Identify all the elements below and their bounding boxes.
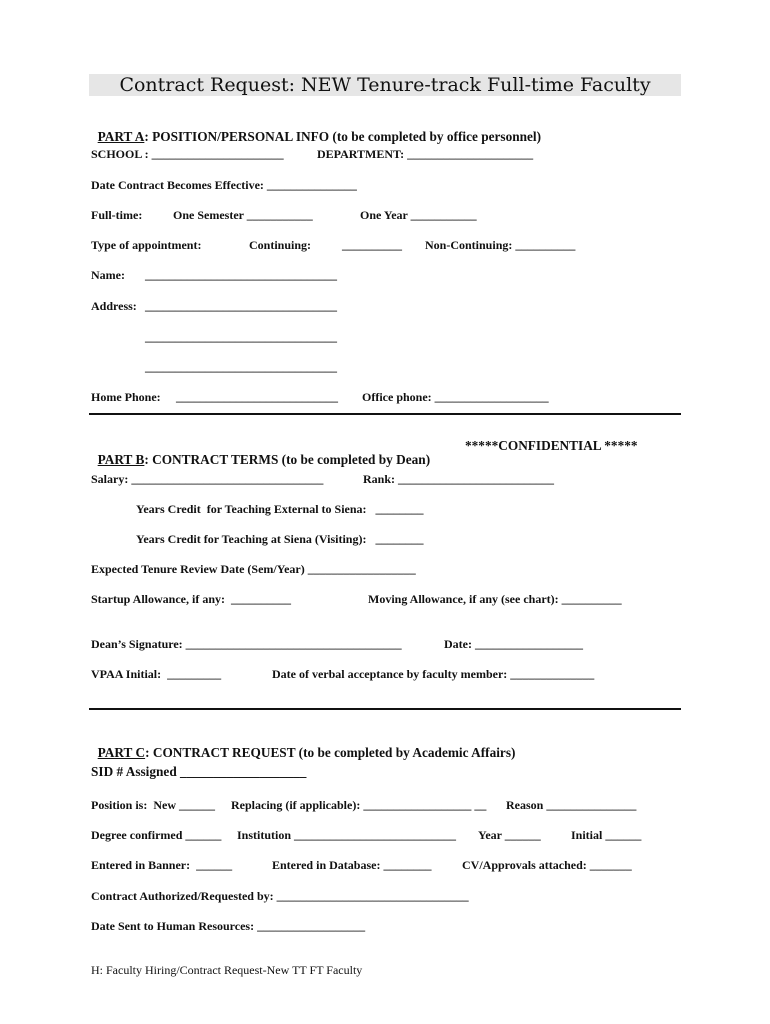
- continuing-label: Continuing:: [249, 238, 312, 252]
- page-title: Contract Request: NEW Tenure-track Full-time Faculty: [119, 74, 651, 96]
- hr-date-field[interactable]: Date Sent to Human Resources: __________________: [91, 919, 366, 933]
- school-field[interactable]: SCHOOL : ______________________: [91, 147, 284, 161]
- part-a-label: PART A: [97, 129, 145, 144]
- date-field[interactable]: Date: __________________: [444, 637, 583, 651]
- banner-field[interactable]: Entered in Banner: ______: [91, 858, 233, 872]
- one-semester-field[interactable]: One Semester ___________: [173, 208, 313, 222]
- authorized-by-field[interactable]: Contract Authorized/Requested by: ________________________________: [91, 889, 469, 903]
- year-field[interactable]: Year ______: [478, 828, 541, 842]
- confidential-label: *****CONFIDENTIAL *****: [465, 438, 638, 453]
- salary-field[interactable]: Salary: ________________________________: [91, 472, 324, 486]
- cv-approvals-field[interactable]: CV/Approvals attached: _______: [462, 858, 632, 872]
- fulltime-label: Full-time:: [91, 208, 143, 222]
- address-field-2[interactable]: ________________________________: [145, 330, 337, 344]
- vpaa-initial-field[interactable]: VPAA Initial: _________: [91, 667, 222, 681]
- part-c-text: : CONTRACT REQUEST (to be completed by Academic Affairs): [145, 745, 516, 760]
- effective-date-field[interactable]: Date Contract Becomes Effective: _______________: [91, 178, 357, 192]
- home-phone-label: Home Phone:: [91, 390, 161, 404]
- section-divider-b: [89, 708, 681, 710]
- footer-path: H: Faculty Hiring/Contract Request-New TT FT Faculty: [91, 963, 363, 977]
- database-field[interactable]: Entered in Database: ________: [272, 858, 432, 872]
- reason-field[interactable]: Reason _______________: [506, 798, 637, 812]
- part-c-heading: [91, 732, 515, 760]
- address-field-3[interactable]: ________________________________: [145, 360, 337, 374]
- deans-signature-field[interactable]: Dean’s Signature: ____________________________________: [91, 637, 402, 651]
- part-a-text: : POSITION/PERSONAL INFO (to be completed by office personnel): [144, 129, 542, 144]
- noncontinuing-field[interactable]: Non-Continuing: __________: [425, 238, 576, 252]
- part-a-heading: [91, 116, 541, 144]
- initial-field[interactable]: Initial ______: [571, 828, 642, 842]
- part-b-label: PART B: [97, 452, 145, 467]
- sid-field[interactable]: SID # Assigned ___________________: [91, 764, 307, 779]
- verbal-acceptance-field[interactable]: Date of verbal acceptance by faculty member: ______________: [272, 667, 595, 681]
- part-b-text: : CONTRACT TERMS (to be completed by Dean): [144, 452, 431, 467]
- years-siena-field[interactable]: Years Credit for Teaching at Siena (Visiting): ________: [136, 532, 424, 546]
- continuing-field[interactable]: __________: [342, 238, 402, 252]
- section-divider-a: [89, 413, 681, 415]
- moving-allowance-field[interactable]: Moving Allowance, if any (see chart): __________: [368, 592, 622, 606]
- address-label: Address:: [91, 299, 137, 313]
- name-field[interactable]: ________________________________: [145, 268, 337, 282]
- appointment-type-label: Type of appointment:: [91, 238, 202, 252]
- tenure-review-field[interactable]: Expected Tenure Review Date (Sem/Year) __________________: [91, 562, 416, 576]
- rank-field[interactable]: Rank: __________________________: [363, 472, 555, 486]
- department-field[interactable]: DEPARTMENT: _____________________: [317, 147, 534, 161]
- part-c-label: PART C: [97, 745, 146, 760]
- name-label: Name:: [91, 268, 125, 282]
- degree-confirmed-field[interactable]: Degree confirmed ______: [91, 828, 222, 842]
- position-new-field[interactable]: Position is: New ______: [91, 798, 215, 812]
- replacing-field[interactable]: Replacing (if applicable): __________________ __: [231, 798, 487, 812]
- institution-field[interactable]: Institution ___________________________: [237, 828, 457, 842]
- startup-allowance-field[interactable]: Startup Allowance, if any: __________: [91, 592, 292, 606]
- one-year-field[interactable]: One Year ___________: [360, 208, 477, 222]
- address-field-1[interactable]: ________________________________: [145, 299, 337, 313]
- years-external-field[interactable]: Years Credit for Teaching External to Siena: ________: [136, 502, 424, 516]
- office-phone-field[interactable]: Office phone: ___________________: [362, 390, 549, 404]
- part-b-heading: [91, 439, 430, 467]
- home-phone-field[interactable]: ___________________________: [176, 390, 338, 404]
